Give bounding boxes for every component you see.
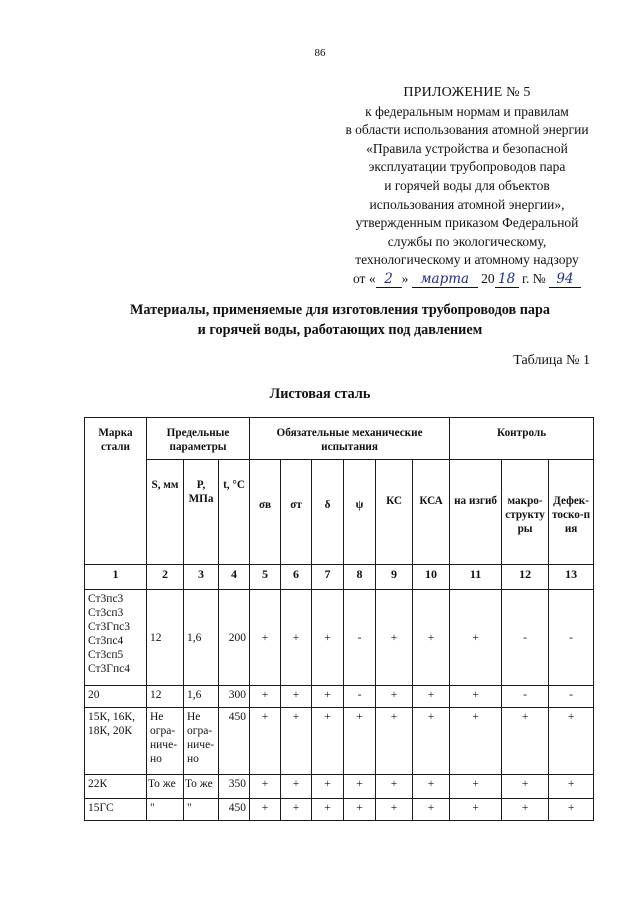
header-p: P, МПа <box>184 460 219 565</box>
cell-mark: + <box>376 590 413 686</box>
date-prefix: от « <box>352 270 376 286</box>
header-defect: Дефек-тоско-пия <box>549 460 594 565</box>
cell-mark: + <box>376 708 413 775</box>
appendix-line: службы по экологическому, <box>387 233 547 249</box>
column-number: 9 <box>376 565 413 590</box>
appendix-line: и горячей воды для объектов <box>384 177 550 193</box>
cell-mark: + <box>250 775 281 799</box>
cell-t: 200 <box>219 590 250 686</box>
cell-mark: + <box>312 799 344 821</box>
cell-mark: + <box>549 708 594 775</box>
cell-grade: 15К, 16К, 18К, 20К <box>85 708 147 775</box>
cell-mark: + <box>281 775 312 799</box>
table-row <box>85 590 594 686</box>
header-sigma-v: σв <box>250 460 281 565</box>
cell-t: 450 <box>219 708 250 775</box>
header-delta: δ <box>312 460 344 565</box>
cell-mark: + <box>250 799 281 821</box>
table-row <box>85 799 594 821</box>
section-title: Листовая сталь <box>269 386 371 402</box>
appendix-line: технологическому и атомному надзору <box>355 252 579 268</box>
header-ks: КС <box>376 460 413 565</box>
header-limits: Предельные параметры <box>147 418 250 460</box>
cell-mark: - <box>549 590 594 686</box>
column-number: 2 <box>147 565 184 590</box>
appendix-line: использования атомной энергии», <box>369 196 565 212</box>
cell-mark: + <box>281 799 312 821</box>
cell-mark: + <box>376 799 413 821</box>
cell-s: " <box>147 799 184 821</box>
cell-s: 12 <box>147 590 184 686</box>
cell-mark: - <box>549 686 594 708</box>
cell-mark: + <box>549 775 594 799</box>
cell-p: 1,6 <box>184 686 219 708</box>
column-number: 3 <box>184 565 219 590</box>
cell-mark: + <box>502 775 549 799</box>
cell-t: 300 <box>219 686 250 708</box>
column-number: 11 <box>450 565 502 590</box>
cell-mark: + <box>312 590 344 686</box>
cell-mark: + <box>450 708 502 775</box>
appendix-line: в области использования атомной энергии <box>345 122 589 138</box>
cell-mark: + <box>549 799 594 821</box>
cell-s: То же <box>147 775 184 799</box>
cell-mark: + <box>450 686 502 708</box>
column-number: 13 <box>549 565 594 590</box>
date-year-prefix: 20 <box>481 270 495 286</box>
column-number: 12 <box>502 565 549 590</box>
cell-mark: - <box>344 686 376 708</box>
cell-mark: + <box>344 799 376 821</box>
column-number: 1 <box>85 565 147 590</box>
column-number: 8 <box>344 565 376 590</box>
header-grade: Марка стали <box>85 418 147 565</box>
cell-mark: + <box>450 799 502 821</box>
cell-mark: + <box>312 686 344 708</box>
cell-mark: + <box>250 590 281 686</box>
header-s: S, мм <box>147 460 184 565</box>
column-number: 10 <box>413 565 450 590</box>
cell-mark: + <box>502 708 549 775</box>
cell-mark: + <box>281 590 312 686</box>
cell-t: 350 <box>219 775 250 799</box>
column-number: 6 <box>281 565 312 590</box>
appendix-line: «Правила устройства и безопасной <box>366 140 568 156</box>
cell-mark: + <box>312 775 344 799</box>
table-row <box>85 775 594 799</box>
header-mechanical: Обязательные механические испытания <box>250 418 450 460</box>
cell-mark: + <box>281 708 312 775</box>
cell-mark: + <box>450 775 502 799</box>
column-number: 5 <box>250 565 281 590</box>
title-line: Материалы, применяемые для изготовления трубопроводов пара <box>130 302 550 318</box>
cell-mark: + <box>376 775 413 799</box>
page-number: 86 <box>314 47 326 59</box>
order-number-handwritten: 94 <box>549 272 581 288</box>
appendix-title: ПРИЛОЖЕНИЕ № 5 <box>403 85 531 100</box>
header-t: t, °С <box>219 460 250 565</box>
cell-mark: + <box>250 708 281 775</box>
cell-mark: + <box>413 775 450 799</box>
cell-mark: + <box>344 775 376 799</box>
appendix-line: утвержденным приказом Федеральной <box>355 215 579 231</box>
cell-s: Не огра- ниче- но <box>147 708 184 775</box>
cell-mark: + <box>450 590 502 686</box>
header-sigma-t: σт <box>281 460 312 565</box>
cell-p: Не огра- ниче- но <box>184 708 219 775</box>
appendix-block <box>322 84 612 289</box>
materials-table <box>84 417 594 821</box>
cell-s: 12 <box>147 686 184 708</box>
title-line: и горячей воды, работающих под давлением <box>197 322 483 338</box>
cell-mark: + <box>413 590 450 686</box>
cell-mark: + <box>413 799 450 821</box>
cell-grade: Ст3пс3 Ст3сп3 Ст3Гпс3 Ст3пс4 Ст3сп5 Ст3Гпс4 <box>85 590 147 686</box>
appendix-line: к федеральным нормам и правилам <box>365 103 569 119</box>
cell-mark: + <box>344 708 376 775</box>
column-number: 7 <box>312 565 344 590</box>
header-ksa: КСА <box>413 460 450 565</box>
document-title <box>60 300 620 340</box>
cell-mark: - <box>502 590 549 686</box>
appendix-line: эксплуатации трубопроводов пара <box>368 159 566 175</box>
cell-mark: + <box>312 708 344 775</box>
cell-mark: - <box>502 686 549 708</box>
date-year-handwritten: 18 <box>495 272 519 288</box>
cell-mark: + <box>281 686 312 708</box>
header-psi: ψ <box>344 460 376 565</box>
cell-mark: + <box>413 708 450 775</box>
cell-grade: 22К <box>85 775 147 799</box>
order-date-line <box>322 270 612 289</box>
cell-grade: 20 <box>85 686 147 708</box>
cell-mark: + <box>502 799 549 821</box>
cell-grade: 15ГС <box>85 799 147 821</box>
header-bend: на изгиб <box>450 460 502 565</box>
table-row <box>85 686 594 708</box>
cell-p: 1,6 <box>184 590 219 686</box>
date-month-handwritten: марта <box>412 272 478 288</box>
column-number-row <box>85 565 594 590</box>
cell-mark: + <box>376 686 413 708</box>
cell-mark: + <box>250 686 281 708</box>
date-day-handwritten: 2 <box>376 272 402 288</box>
cell-mark: + <box>413 686 450 708</box>
header-control: Контроль <box>450 418 594 460</box>
cell-p: То же <box>184 775 219 799</box>
table-label: Таблица № 1 <box>513 353 590 368</box>
cell-mark: - <box>344 590 376 686</box>
table-row <box>85 708 594 775</box>
date-sep: » <box>401 270 409 286</box>
order-number-label: г. № <box>521 270 546 286</box>
cell-p: " <box>184 799 219 821</box>
header-macro: макро-структуры <box>502 460 549 565</box>
cell-t: 450 <box>219 799 250 821</box>
column-number: 4 <box>219 565 250 590</box>
